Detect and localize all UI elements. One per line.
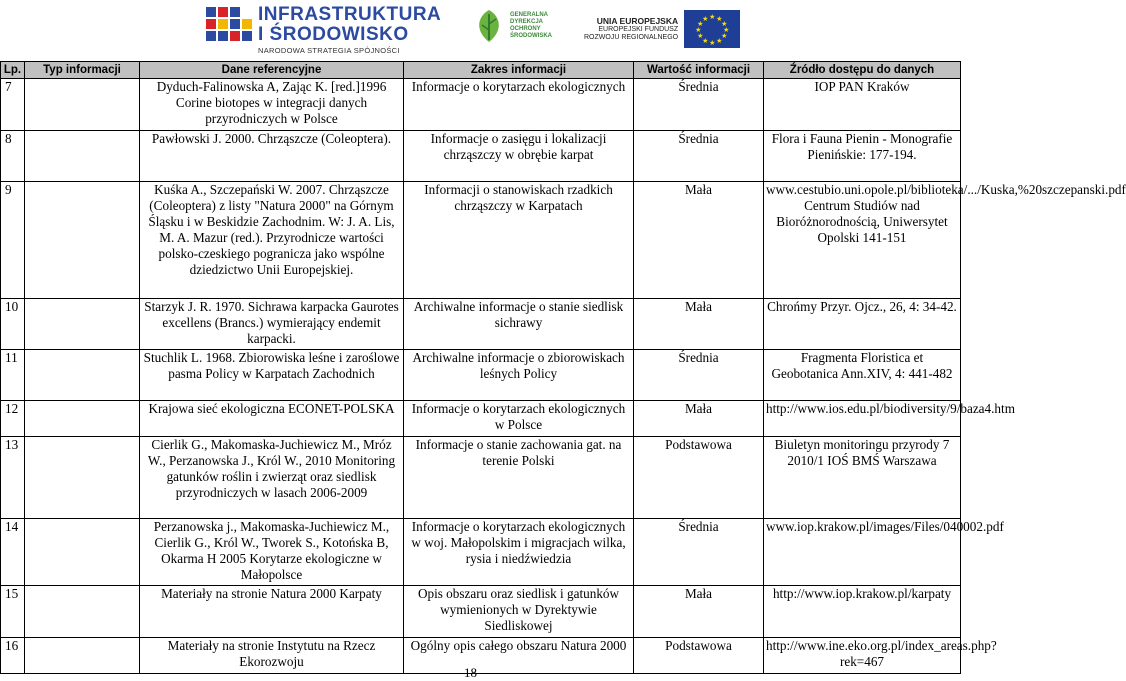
row-dane: Materiały na stronie Instytutu na Rzecz Ekorozwoju	[140, 638, 404, 674]
eu-fund-line-1: EUROPEJSKI FUNDUSZ	[598, 25, 679, 33]
row-wartosc: Średnia	[634, 79, 764, 131]
table-row	[1, 182, 961, 299]
row-typ	[25, 437, 140, 519]
row-zakres: Informacje o zasięgu i lokalizacji chrząszczy w obrębie karpat	[404, 131, 634, 182]
row-zakres: Informacje o korytarzach ekologicznych w Polsce	[404, 401, 634, 437]
page-number: 18	[464, 665, 477, 680]
row-wartosc: Mała	[634, 299, 764, 350]
row-wartosc: Średnia	[634, 350, 764, 401]
row-wartosc: Mała	[634, 401, 764, 437]
row-zrodlo: www.iop.krakow.pl/images/Files/040002.pdf	[764, 519, 961, 586]
row-zrodlo: Fragmenta Floristica et Geobotanica Ann.XIV, 4: 441-482	[764, 350, 961, 401]
row-typ	[25, 182, 140, 299]
leaf-icon	[470, 6, 508, 46]
row-dane: Pawłowski J. 2000. Chrząszcze (Coleoptera).	[140, 131, 404, 182]
row-lp: 15	[1, 586, 25, 638]
table-row	[1, 519, 961, 586]
table-header-row	[1, 62, 961, 79]
row-zakres: Archiwalne informacje o zbiorowiskach leśnych Policy	[404, 350, 634, 401]
row-wartosc: Podstawowa	[634, 437, 764, 519]
header-typ: Typ informacji	[25, 62, 140, 79]
logo-banner	[0, 0, 960, 58]
table-row	[1, 638, 961, 674]
row-lp: 8	[1, 131, 25, 182]
table-row	[1, 401, 961, 437]
row-dane: Materiały na stronie Natura 2000 Karpaty	[140, 586, 404, 638]
gdos-line-3: OCHRONY	[510, 26, 541, 32]
eu-flag-icon: ★ ★ ★ ★ ★ ★ ★ ★ ★ ★ ★ ★	[684, 10, 740, 48]
row-dane: Cierlik G., Makomaska-Juchiewicz M., Mróz W., Perzanowska J., Król W., 2010 Monitoring gatunków roślin i zwierząt oraz siedlisk przyrodniczych w lasach 2006-2009	[140, 437, 404, 519]
srodowisko-title: I ŚRODOWISKO	[258, 24, 409, 45]
table-row	[1, 586, 961, 638]
table-row	[1, 299, 961, 350]
row-typ	[25, 638, 140, 674]
gdos-line-1: GENERALNA	[510, 12, 549, 19]
row-dane: Stuchlik L. 1968. Zbiorowiska leśne i zaroślowe pasma Policy w Karpatach Zachodnich	[140, 350, 404, 401]
table-row	[1, 131, 961, 182]
row-lp: 10	[1, 299, 25, 350]
reference-table	[0, 61, 1126, 674]
row-zrodlo: IOP PAN Kraków	[764, 79, 961, 131]
gdos-line-2: DYREKCJA	[510, 19, 544, 26]
table-row	[1, 79, 961, 131]
row-zrodlo: http://www.ios.edu.pl/biodiversity/9/baza4.htm	[764, 401, 961, 437]
row-lp: 7	[1, 79, 25, 131]
row-zrodlo: www.cestubio.uni.opole.pl/biblioteka/.../Kuska,%20szczepanski.pdf Centrum Studiów nad Bioróżnorodnością, Uniwersytet Opolski 141-151	[764, 182, 961, 299]
row-typ	[25, 131, 140, 182]
row-dane: Starzyk J. R. 1970. Sichrawa karpacka Gaurotes excellens (Brancs.) wymierający endemit karpacki.	[140, 299, 404, 350]
row-wartosc: Podstawowa	[634, 638, 764, 674]
eu-fund-line-2: ROZWOJU REGIONALNEGO	[584, 33, 679, 41]
row-dane: Kuśka A., Szczepański W. 2007. Chrząszcze (Coleoptera) z listy "Natura 2000" na Górnym Śląsku i w Beskidzie Zachodnim. W: J. A. Lis, M. A. Mazur (red.). Przyrodnicze wartości polsko-czeskiego pogranicza jako wspólne dziedzictwo Unii Europejskiej.	[140, 182, 404, 299]
row-typ	[25, 519, 140, 586]
row-typ	[25, 401, 140, 437]
infrastruktura-logo	[206, 5, 441, 55]
row-dane: Krajowa sieć ekologiczna ECONET-POLSKA	[140, 401, 404, 437]
eu-logo	[584, 10, 740, 48]
header-dane: Dane referencyjne	[140, 62, 404, 79]
row-wartosc: Mała	[634, 586, 764, 638]
gdos-line-4: ŚRODOWISKA	[510, 32, 552, 39]
strategy-subtitle: NARODOWA STRATEGIA SPÓJNOŚCI	[258, 46, 400, 55]
row-lp: 16	[1, 638, 25, 674]
row-lp: 12	[1, 401, 25, 437]
table-row	[1, 437, 961, 519]
row-dane: Perzanowska j., Makomaska-Juchiewicz M., Cierlik G., Król W., Tworek S., Kotońska B, Okarma H 2005 Korytarze ekologiczne w Małopolsce	[140, 519, 404, 586]
row-typ	[25, 79, 140, 131]
header-zakres: Zakres informacji	[404, 62, 634, 79]
gdos-logo	[470, 6, 552, 46]
row-wartosc: Mała	[634, 182, 764, 299]
header-lp: Lp.	[1, 62, 25, 79]
row-zakres: Informacje o korytarzach ekologicznych w woj. Małopolskim i migracjach wilka, rysia i niedźwiedzia	[404, 519, 634, 586]
row-typ	[25, 299, 140, 350]
row-zakres: Archiwalne informacje o stanie siedlisk sichrawy	[404, 299, 634, 350]
infrastruktura-emblem-icon	[206, 7, 252, 53]
row-wartosc: Średnia	[634, 519, 764, 586]
row-lp: 9	[1, 182, 25, 299]
row-typ	[25, 350, 140, 401]
table-row	[1, 350, 961, 401]
infrastruktura-title: INFRASTRUKTURA	[258, 4, 442, 25]
row-zakres: Opis obszaru oraz siedlisk i gatunków wymienionych w Dyrektywie Siedliskowej	[404, 586, 634, 638]
row-typ	[25, 586, 140, 638]
header-zrodlo: Źródło dostępu do danych	[764, 62, 961, 79]
row-zakres: Informacje o stanie zachowania gat. na terenie Polski	[404, 437, 634, 519]
row-wartosc: Średnia	[634, 131, 764, 182]
row-lp: 11	[1, 350, 25, 401]
row-zrodlo: Chrońmy Przyr. Ojcz., 26, 4: 34-42.	[764, 299, 961, 350]
row-dane: Dyduch-Falinowska A, Zając K. [red.]1996 Corine biotopes w integracji danych przyrodniczych w Polsce	[140, 79, 404, 131]
row-lp: 13	[1, 437, 25, 519]
row-zrodlo: http://www.ine.eko.org.pl/index_areas.php?rek=467	[764, 638, 961, 674]
eu-title: UNIA EUROPEJSKA	[596, 15, 679, 26]
row-zakres: Informacje o korytarzach ekologicznych	[404, 79, 634, 131]
row-zakres: Informacji o stanowiskach rzadkich chrząszczy w Karpatach	[404, 182, 634, 299]
row-zrodlo: Biuletyn monitoringu przyrody 7 2010/1 IOŚ BMŚ Warszawa	[764, 437, 961, 519]
row-lp: 14	[1, 519, 25, 586]
header-wartosc: Wartość informacji	[634, 62, 764, 79]
row-zrodlo: Flora i Fauna Pienin - Monografie Pienińskie: 177-194.	[764, 131, 961, 182]
row-zakres: Ogólny opis całego obszaru Natura 2000	[404, 638, 634, 674]
row-zrodlo: http://www.iop.krakow.pl/karpaty	[764, 586, 961, 638]
